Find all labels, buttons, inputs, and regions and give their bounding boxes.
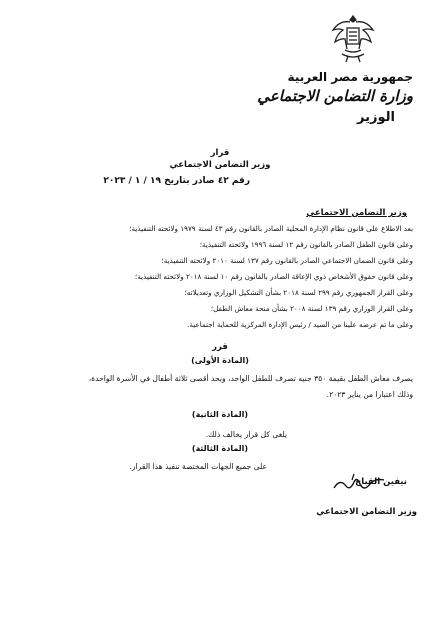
article-1-title: (المادة الأولى) [191,356,249,365]
eagle-emblem-icon [330,10,376,68]
decision-number-line: رقم ٤٢ صادر بتاريخ ١٩ / ١ / ٢٠٢٣ [103,176,250,186]
preamble-line: وعلى قانون الطفل الصادر بالقانون رقم ١٢ لسنة ١٩٩٦ ولائحته التنفيذية؛ [199,240,413,249]
preamble-title: وزير التضامن الاجتماعي [306,208,407,218]
letterhead-country: جمهورية مصر العربية [287,70,413,84]
article-2-line: يلغى كل قرار يخالف ذلك. [205,430,287,439]
decides-label: قرر [212,342,228,352]
preamble-line: وعلى القرار الوزاري رقم ١٣٩ لسنة ٢٠٠٨ بشأن منحة معاش الطفل؛ [210,304,413,313]
article-1-line: يصرف معاش الطفل بقيمة ٣٥٠ جنيه تصرف للطفل الواحد، وبحد أقصى ثلاثة أطفال في الأسرة الواحدة، [88,374,413,383]
preamble-line: وعلى ما تم عرضه علينا من السيد / رئيس الإدارة المركزية للحماية اجتماعية. [187,320,413,329]
signatory-title: وزير التضامن الاجتماعي [316,507,417,517]
signatory-name: نيفين القباج [355,477,407,487]
article-1-line: وذلك اعتبارا من يناير ٢٠٢٣. [326,390,413,399]
decision-issuer: وزير التضامن الاجتماعي [169,160,271,170]
decision-label: قرار [210,148,230,158]
letterhead-ministry: وزارة التضامن الاجتماعي [257,87,413,105]
article-2-title: (المادة الثانية) [191,410,249,419]
letterhead-title: الوزير [357,110,395,125]
preamble-line: وعلى قانون حقوق الأشخاص ذوي الإعاقة الصادر بالقانون رقم ١٠ لسنة ٢٠١٨ ولائحته التنفيذية؛ [134,272,413,281]
article-3-line: على جميع الجهات المختصة تنفيذ هذا القرار. [129,462,267,471]
preamble-line: وعلى قانون الضمان الاجتماعي الصادر بالقانون رقم ١٣٧ لسنة ٢٠١٠ ولائحته التنفيذية؛ [161,256,413,265]
preamble-line: وعلى القرار الجمهوري رقم ٢٩٩ لسنة ٢٠١٨ بشأن التشكيل الوزاري وتعديلاته؛ [184,288,413,297]
article-3-title: (المادة الثالثة) [191,444,249,453]
preamble-line: بعد الاطلاع على قانون نظام الإدارة المحلية الصادر بالقانون رقم ٤٣ لسنة ١٩٧٩ ولائحته التنفيذية؛ [129,224,413,233]
